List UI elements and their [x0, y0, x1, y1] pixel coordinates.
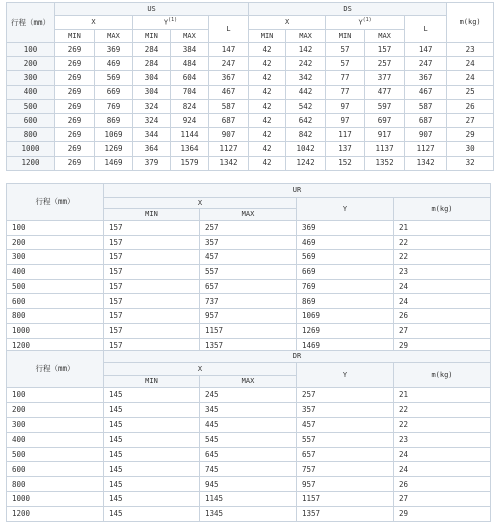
- min-header: MIN: [133, 30, 171, 43]
- value-cell: 1269: [95, 142, 133, 156]
- value-cell: 1357: [200, 338, 297, 353]
- value-cell: 1269: [297, 323, 394, 338]
- max-header: MAX: [171, 30, 209, 43]
- value-cell: 869: [297, 294, 394, 309]
- value-cell: 364: [133, 142, 171, 156]
- stroke-cell: 1200: [7, 338, 104, 353]
- value-cell: 1144: [171, 128, 209, 142]
- value-cell: 42: [249, 43, 286, 57]
- value-cell: 467: [405, 85, 447, 99]
- value-cell: 29: [394, 507, 491, 522]
- value-cell: 157: [104, 294, 200, 309]
- value-cell: 24: [447, 57, 494, 71]
- min-header: MIN: [104, 209, 200, 221]
- value-cell: 907: [209, 128, 249, 142]
- stroke-cell: 1000: [7, 142, 55, 156]
- value-cell: 24: [394, 294, 491, 309]
- value-cell: 469: [297, 235, 394, 250]
- table-row: [7, 156, 494, 170]
- value-cell: 42: [249, 128, 286, 142]
- table-row: [7, 279, 491, 294]
- table-row: [7, 235, 491, 250]
- value-cell: 26: [394, 309, 491, 324]
- value-cell: 145: [104, 462, 200, 477]
- value-cell: 157: [104, 250, 200, 265]
- value-cell: 645: [200, 447, 297, 462]
- value-cell: 27: [394, 492, 491, 507]
- table-row: [7, 142, 494, 156]
- value-cell: 557: [200, 265, 297, 280]
- stroke-cell: 400: [7, 85, 55, 99]
- value-cell: 137: [326, 142, 365, 156]
- stroke-cell: 100: [7, 221, 104, 236]
- value-cell: 467: [209, 85, 249, 99]
- us-x-header: X: [55, 16, 133, 30]
- value-cell: 1469: [297, 338, 394, 353]
- value-cell: 24: [394, 447, 491, 462]
- value-cell: 1364: [171, 142, 209, 156]
- stroke-cell: 1000: [7, 323, 104, 338]
- value-cell: 284: [133, 57, 171, 71]
- ds-x-header: X: [249, 16, 326, 30]
- dr-y-header: Y: [297, 363, 394, 388]
- value-cell: 42: [249, 85, 286, 99]
- value-cell: 687: [209, 113, 249, 127]
- value-cell: 269: [55, 128, 95, 142]
- value-cell: 907: [405, 128, 447, 142]
- value-cell: 384: [171, 43, 209, 57]
- value-cell: 27: [394, 323, 491, 338]
- value-cell: 945: [200, 477, 297, 492]
- value-cell: 457: [200, 250, 297, 265]
- table-row: [7, 492, 491, 507]
- value-cell: 145: [104, 507, 200, 522]
- value-cell: 23: [394, 432, 491, 447]
- min-header: MIN: [249, 30, 286, 43]
- table-row: [7, 43, 494, 57]
- value-cell: 957: [200, 309, 297, 324]
- value-cell: 24: [447, 71, 494, 85]
- value-cell: 357: [297, 402, 394, 417]
- value-cell: 42: [249, 156, 286, 170]
- ds-group-header: DS: [249, 3, 447, 16]
- value-cell: 757: [297, 462, 394, 477]
- mass-header: m(kg): [394, 198, 491, 221]
- stroke-cell: 200: [7, 57, 55, 71]
- value-cell: 769: [95, 99, 133, 113]
- us-ds-dimension-table: [6, 2, 494, 171]
- value-cell: 117: [326, 128, 365, 142]
- table2-body: [7, 221, 491, 353]
- stroke-cell: 300: [7, 417, 104, 432]
- table-row: [7, 417, 491, 432]
- min-header: MIN: [104, 376, 200, 388]
- value-cell: 30: [447, 142, 494, 156]
- table-row: [7, 323, 491, 338]
- value-cell: 21: [394, 388, 491, 403]
- us-group-header: US: [55, 3, 249, 16]
- table-row: [7, 250, 491, 265]
- ur-group-header: UR: [104, 184, 491, 198]
- value-cell: 145: [104, 417, 200, 432]
- stroke-cell: 400: [7, 265, 104, 280]
- value-cell: 557: [297, 432, 394, 447]
- table-row: [7, 388, 491, 403]
- value-cell: 22: [394, 250, 491, 265]
- value-cell: 22: [394, 235, 491, 250]
- value-cell: 247: [405, 57, 447, 71]
- value-cell: 357: [200, 235, 297, 250]
- value-cell: 445: [200, 417, 297, 432]
- value-cell: 342: [286, 71, 326, 85]
- value-cell: 1145: [200, 492, 297, 507]
- value-cell: 1069: [297, 309, 394, 324]
- value-cell: 597: [365, 99, 405, 113]
- value-cell: 842: [286, 128, 326, 142]
- value-cell: 145: [104, 388, 200, 403]
- value-cell: 257: [365, 57, 405, 71]
- value-cell: 29: [394, 338, 491, 353]
- value-cell: 442: [286, 85, 326, 99]
- stroke-cell: 1200: [7, 156, 55, 170]
- value-cell: 269: [55, 113, 95, 127]
- value-cell: 957: [297, 477, 394, 492]
- value-cell: 29: [447, 128, 494, 142]
- value-cell: 257: [297, 388, 394, 403]
- value-cell: 769: [297, 279, 394, 294]
- value-cell: 145: [104, 492, 200, 507]
- value-cell: 369: [95, 43, 133, 57]
- value-cell: 1469: [95, 156, 133, 170]
- value-cell: 25: [447, 85, 494, 99]
- value-cell: 23: [394, 265, 491, 280]
- value-cell: 77: [326, 85, 365, 99]
- value-cell: 1157: [297, 492, 394, 507]
- dr-x-header: X: [104, 363, 297, 376]
- value-cell: 269: [55, 57, 95, 71]
- table-row: [7, 294, 491, 309]
- stroke-cell: 600: [7, 462, 104, 477]
- us-l-header: L: [209, 16, 249, 43]
- table1-body: [7, 43, 494, 171]
- value-cell: 469: [95, 57, 133, 71]
- value-cell: 745: [200, 462, 297, 477]
- value-cell: 24: [394, 462, 491, 477]
- value-cell: 1069: [95, 128, 133, 142]
- value-cell: 42: [249, 71, 286, 85]
- value-cell: 157: [104, 309, 200, 324]
- value-cell: 369: [297, 221, 394, 236]
- value-cell: 1345: [200, 507, 297, 522]
- value-cell: 147: [209, 43, 249, 57]
- stroke-cell: 600: [7, 294, 104, 309]
- value-cell: 367: [405, 71, 447, 85]
- value-cell: 345: [200, 402, 297, 417]
- mass-header: m(kg): [394, 363, 491, 388]
- max-header: MAX: [286, 30, 326, 43]
- value-cell: 1137: [365, 142, 405, 156]
- stroke-header: 行程（mm）: [7, 351, 104, 388]
- footnote-mark: (1): [362, 17, 372, 24]
- value-cell: 42: [249, 142, 286, 156]
- value-cell: 245: [200, 388, 297, 403]
- value-cell: 704: [171, 85, 209, 99]
- value-cell: 1342: [209, 156, 249, 170]
- stroke-cell: 500: [7, 447, 104, 462]
- dr-dimension-table: [6, 350, 491, 522]
- value-cell: 457: [297, 417, 394, 432]
- value-cell: 152: [326, 156, 365, 170]
- value-cell: 1127: [405, 142, 447, 156]
- value-cell: 142: [286, 43, 326, 57]
- value-cell: 477: [365, 85, 405, 99]
- ds-l-header: L: [405, 16, 447, 43]
- value-cell: 269: [55, 85, 95, 99]
- value-cell: 924: [171, 113, 209, 127]
- value-cell: 604: [171, 71, 209, 85]
- table-row: [7, 432, 491, 447]
- value-cell: 157: [104, 265, 200, 280]
- table-row: [7, 462, 491, 477]
- max-header: MAX: [200, 376, 297, 388]
- value-cell: 145: [104, 447, 200, 462]
- value-cell: 657: [200, 279, 297, 294]
- stroke-cell: 100: [7, 388, 104, 403]
- value-cell: 1242: [286, 156, 326, 170]
- ur-x-header: X: [104, 198, 297, 209]
- value-cell: 1157: [200, 323, 297, 338]
- table-row: [7, 265, 491, 280]
- value-cell: 57: [326, 57, 365, 71]
- value-cell: 157: [365, 43, 405, 57]
- ur-dimension-table: [6, 183, 491, 353]
- stroke-cell: 200: [7, 402, 104, 417]
- table-row: [7, 507, 491, 522]
- stroke-cell: 100: [7, 43, 55, 57]
- value-cell: 22: [394, 417, 491, 432]
- value-cell: 269: [55, 142, 95, 156]
- value-cell: 697: [365, 113, 405, 127]
- value-cell: 379: [133, 156, 171, 170]
- stroke-cell: 800: [7, 477, 104, 492]
- stroke-cell: 200: [7, 235, 104, 250]
- us-y-header: $Y^{(1)}$: [133, 16, 209, 30]
- value-cell: 97: [326, 113, 365, 127]
- stroke-cell: 400: [7, 432, 104, 447]
- value-cell: 145: [104, 432, 200, 447]
- value-cell: 367: [209, 71, 249, 85]
- dr-group-header: DR: [104, 351, 491, 363]
- ds-y-header: $Y^{(1)}$: [326, 16, 405, 30]
- value-cell: 687: [405, 113, 447, 127]
- value-cell: 269: [55, 71, 95, 85]
- table-row: [7, 447, 491, 462]
- value-cell: 26: [447, 99, 494, 113]
- value-cell: 642: [286, 113, 326, 127]
- value-cell: 669: [95, 85, 133, 99]
- value-cell: 1352: [365, 156, 405, 170]
- stroke-cell: 600: [7, 113, 55, 127]
- value-cell: 32: [447, 156, 494, 170]
- min-header: MIN: [55, 30, 95, 43]
- value-cell: 242: [286, 57, 326, 71]
- value-cell: 377: [365, 71, 405, 85]
- table-row: [7, 477, 491, 492]
- value-cell: 545: [200, 432, 297, 447]
- value-cell: 145: [104, 402, 200, 417]
- table-row: [7, 221, 491, 236]
- max-header: MAX: [365, 30, 405, 43]
- max-header: MAX: [95, 30, 133, 43]
- value-cell: 324: [133, 99, 171, 113]
- table-row: [7, 113, 494, 127]
- value-cell: 145: [104, 477, 200, 492]
- value-cell: 97: [326, 99, 365, 113]
- stroke-cell: 1200: [7, 507, 104, 522]
- value-cell: 42: [249, 113, 286, 127]
- value-cell: 1579: [171, 156, 209, 170]
- value-cell: 542: [286, 99, 326, 113]
- value-cell: 284: [133, 43, 171, 57]
- value-cell: 737: [200, 294, 297, 309]
- table-row: [7, 57, 494, 71]
- value-cell: 587: [405, 99, 447, 113]
- value-cell: 157: [104, 279, 200, 294]
- value-cell: 77: [326, 71, 365, 85]
- value-cell: 147: [405, 43, 447, 57]
- value-cell: 304: [133, 85, 171, 99]
- value-cell: 257: [200, 221, 297, 236]
- value-cell: 569: [297, 250, 394, 265]
- stroke-header: 行程（mm）: [7, 3, 55, 43]
- stroke-cell: 1000: [7, 492, 104, 507]
- value-cell: 21: [394, 221, 491, 236]
- value-cell: 587: [209, 99, 249, 113]
- table-row: [7, 309, 491, 324]
- stroke-cell: 500: [7, 279, 104, 294]
- value-cell: 269: [55, 43, 95, 57]
- value-cell: 247: [209, 57, 249, 71]
- value-cell: 157: [104, 338, 200, 353]
- value-cell: 344: [133, 128, 171, 142]
- value-cell: 42: [249, 57, 286, 71]
- value-cell: 1042: [286, 142, 326, 156]
- value-cell: 157: [104, 235, 200, 250]
- value-cell: 1127: [209, 142, 249, 156]
- stroke-cell: 500: [7, 99, 55, 113]
- value-cell: 269: [55, 99, 95, 113]
- min-header: MIN: [326, 30, 365, 43]
- value-cell: 42: [249, 99, 286, 113]
- value-cell: 304: [133, 71, 171, 85]
- table-row: [7, 402, 491, 417]
- stroke-cell: 300: [7, 250, 104, 265]
- value-cell: 27: [447, 113, 494, 127]
- value-cell: 324: [133, 113, 171, 127]
- value-cell: 1357: [297, 507, 394, 522]
- value-cell: 669: [297, 265, 394, 280]
- table-row: [7, 85, 494, 99]
- table-row: [7, 71, 494, 85]
- mass-header: m(kg): [447, 3, 494, 43]
- value-cell: 157: [104, 323, 200, 338]
- value-cell: 26: [394, 477, 491, 492]
- max-header: MAX: [200, 209, 297, 221]
- stroke-cell: 300: [7, 71, 55, 85]
- value-cell: 23: [447, 43, 494, 57]
- value-cell: 24: [394, 279, 491, 294]
- value-cell: 57: [326, 43, 365, 57]
- value-cell: 157: [104, 221, 200, 236]
- value-cell: 269: [55, 156, 95, 170]
- ur-y-header: Y: [297, 198, 394, 221]
- table3-body: [7, 388, 491, 522]
- stroke-cell: 800: [7, 309, 104, 324]
- table-row: [7, 99, 494, 113]
- value-cell: 484: [171, 57, 209, 71]
- table-row: [7, 128, 494, 142]
- stroke-header: 行程（mm）: [7, 184, 104, 221]
- footnote-mark: (1): [168, 17, 178, 24]
- value-cell: 22: [394, 402, 491, 417]
- value-cell: 824: [171, 99, 209, 113]
- stroke-cell: 800: [7, 128, 55, 142]
- value-cell: 917: [365, 128, 405, 142]
- value-cell: 569: [95, 71, 133, 85]
- value-cell: 1342: [405, 156, 447, 170]
- value-cell: 657: [297, 447, 394, 462]
- value-cell: 869: [95, 113, 133, 127]
